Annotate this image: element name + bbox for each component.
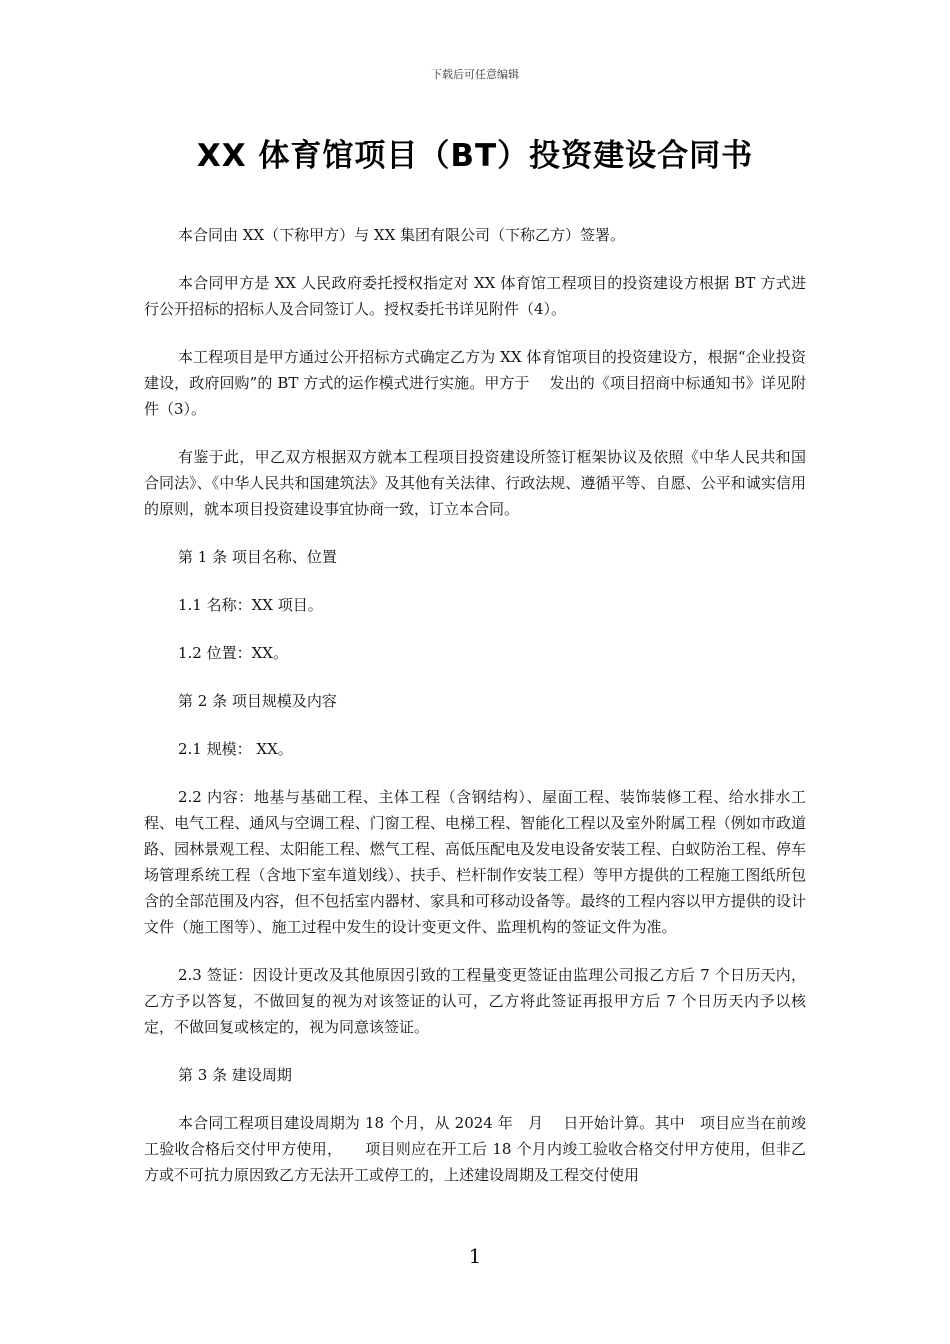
article-2-heading: 第 2 条 项目规模及内容: [178, 692, 337, 710]
clause-2-1: 2.1 规模： XX。: [178, 740, 293, 758]
clause-2-3: 2.3 签证：因设计更改及其他原因引致的工程量变更签证由监理公司报乙方后 7 个日历天内，乙方予以答复，不做回复的视为对该签证的认可，乙方将此签证再报甲方后 7 个日历天内予以核定，不做回复或核定的，视为同意该签证。: [144, 966, 806, 1036]
paragraph-tender: 本工程项目是甲方通过公开招标方式确定乙方为 XX 体育馆项目的投资建设方，根据“企业投资建设，政府回购”的 BT 方式的运作模式进行实施。甲方于 发出的《项目招商中标通知书》详见附件（3）。: [144, 348, 806, 418]
paragraph-party-a: 本合同甲方是 XX 人民政府委托授权指定对 XX 体育馆工程项目的投资建设方根据 BT 方式进行公开招标的招标人及合同签订人。授权委托书详见附件（4）。: [144, 274, 806, 318]
clause-1-1: 1.1 名称：XX 项目。: [178, 596, 323, 614]
article-3-heading: 第 3 条 建设周期: [178, 1066, 292, 1084]
clause-1-2: 1.2 位置：XX。: [178, 644, 288, 662]
document-title: XX 体育馆项目（BT）投资建设合同书: [196, 138, 754, 174]
page-number: 1: [468, 1244, 482, 1268]
contract-body: [144, 222, 806, 1210]
paragraph-signatories: 本合同由 XX（下称甲方）与 XX 集团有限公司（下称乙方）签署。: [178, 226, 626, 244]
clause-3-body: 本合同工程项目建设周期为 18 个月，从 2024 年 月 日开始计算。其中 项目应当在前竣工验收合格后交付甲方使用， 项目则应在开工后 18 个月内竣工验收合格交付甲方使用，但非乙方或不可抗力原因致乙方无法开工或停工的，上述建设周期及工程交付使用: [144, 1114, 806, 1184]
article-1-heading: 第 1 条 项目名称、位置: [178, 548, 337, 566]
paragraph-preamble: 有鉴于此，甲乙双方根据双方就本工程项目投资建设所签订框架协议及依照《中华人民共和国合同法》、《中华人民共和国建筑法》及其他有关法律、行政法规、遵循平等、自愿、公平和诚实信用的原则，就本项目投资建设事宜协商一致，订立本合同。: [144, 448, 806, 518]
clause-2-2: 2.2 内容：地基与基础工程、主体工程（含钢结构）、屋面工程、装饰装修工程、给水排水工程、电气工程、通风与空调工程、门窗工程、电梯工程、智能化工程以及室外附属工程（例如市政道路、园林景观工程、太阳能工程、燃气工程、高低压配电及发电设备安装工程、白蚁防治工程、停车场管理系统工程（含地下室车道划线）、扶手、栏杆制作安装工程）等甲方提供的工程施工图纸所包含的全部范围及内容，但不包括室内器材、家具和可移动设备等。最终的工程内容以甲方提供的设计文件（施工图等）、施工过程中发生的设计变更文件、监理机构的签证文件为准。: [144, 788, 806, 936]
download-note: 下载后可任意编辑: [431, 68, 519, 81]
